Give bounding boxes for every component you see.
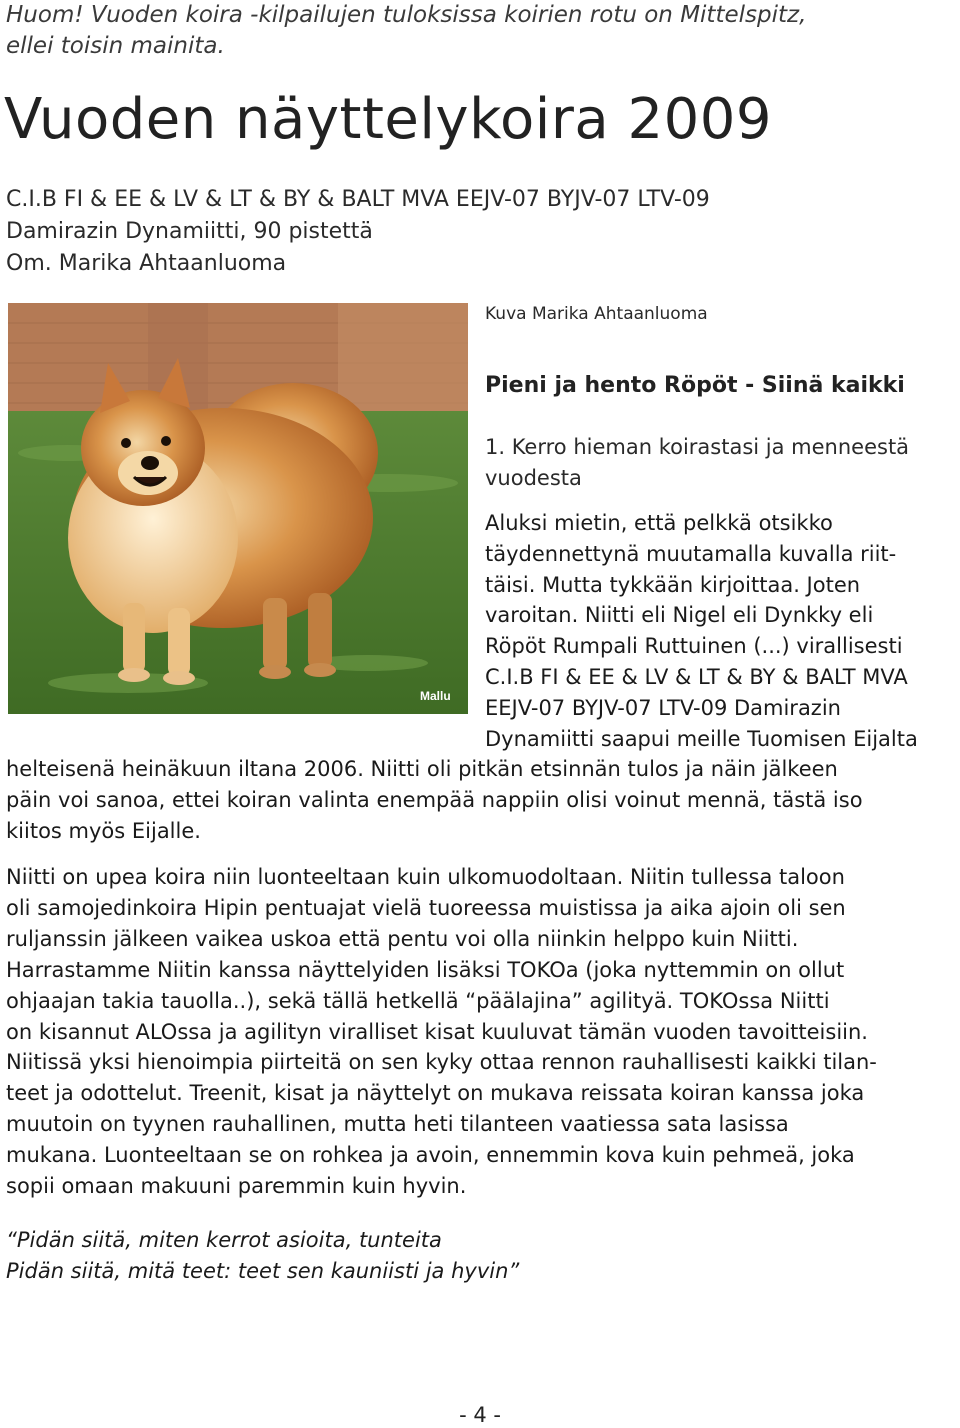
- text-line: Niitti on upea koira niin luonteeltaan kuin ulkomuodoltaan. Niitin tullessa taloon: [6, 865, 845, 889]
- text-line: helteisenä heinäkuun iltana 2006. Niitti oli pitkän etsinnän tulos ja näin jälkeen: [6, 757, 838, 781]
- photo-credit: Kuva Marika Ahtaanluoma: [485, 304, 708, 324]
- text-line: teet ja odottelut. Treenit, kisat ja näyttelyt on mukava reissata koiran kanssa joka: [6, 1081, 865, 1106]
- text-line: muutoin on tyynen rauhallinen, mutta heti tilanteen vaatiessa sata lasissa: [6, 1112, 789, 1137]
- paragraph-1-continued: [6, 754, 956, 846]
- dog-titles: C.I.B FI & EE & LV & LT & BY & BALT MVA EEJV-07 BYJV-07 LTV-09: [6, 187, 710, 212]
- article-heading: Pieni ja hento Röpöt - Siinä kaikki: [485, 373, 905, 398]
- text-line: C.I.B FI & EE & LV & LT & BY & BALT MVA: [485, 664, 908, 689]
- text-line: sopii omaan makuuni paremmin kuin hyvin.: [6, 1174, 467, 1199]
- text-line: täisi. Mutta tykkään kirjoittaa. Joten: [485, 572, 861, 597]
- quote: [6, 1225, 519, 1287]
- text-line: mukana. Luonteeltaan se on rohkea ja avoin, ennemmin kova kuin pehmeä, joka: [6, 1143, 855, 1168]
- dog-name-points: Damirazin Dynamiitti, 90 pistettä: [6, 219, 373, 244]
- text-line: Dynamiitti saapui meille Tuomisen Eijalta: [485, 726, 918, 751]
- text-line: Niitissä yksi hienoimpia piirteitä on sen kyky ottaa rennon rauhallisesti kaikki tilan-: [6, 1050, 877, 1075]
- text-line: ohjaajan takia tauolla..), sekä tällä hetkellä “päälajina” agilityä. TOKOssa Niitti: [6, 988, 830, 1013]
- dog-owner: Om. Marika Ahtaanluoma: [6, 251, 287, 276]
- question-line: vuodesta: [485, 466, 582, 490]
- text-line: EEJV-07 BYJV-07 LTV-09 Damirazin: [485, 695, 841, 720]
- text-line: ruljanssin jälkeen vaikea uskoa että pentu voi olla niinkin helppo kuin Niitti.: [6, 926, 799, 951]
- text-line: päin voi sanoa, ettei koiran valinta enempää nappiin olisi voinut mennä, tästä iso: [6, 787, 863, 812]
- dog-info: [6, 184, 710, 280]
- notice: [6, 0, 946, 62]
- text-line: täydennettynä muutamalla kuvalla riit-: [485, 541, 897, 566]
- question-line: 1. Kerro hieman koirastasi ja menneestä: [485, 435, 910, 459]
- text-line: on kisannut ALOssa ja agilityn viralliset kisat kuuluvat tämän vuoden tavoitteisiin.: [6, 1019, 868, 1044]
- paragraph-2: [6, 862, 956, 1202]
- text-line: Aluksi mietin, että pelkkä otsikko: [485, 511, 833, 535]
- text-line: oli samojedinkoira Hipin pentuajat vielä tuoreessa muistissa ja aika ajoin oli sen: [6, 895, 846, 920]
- text-line: varoitan. Niitti eli Nigel eli Dynkky eli: [485, 603, 874, 628]
- page-title: Vuoden näyttelykoira 2009: [4, 87, 772, 152]
- text-line: kiitos myös Eijalle.: [6, 818, 201, 843]
- text-line: Harrastamme Niitin kanssa näyttelyiden lisäksi TOKOa (joka nyttemmin on ollut: [6, 957, 845, 982]
- text-line: Röpöt Rumpali Ruttuinen (...) virallisesti: [485, 634, 903, 659]
- dog-photo: [8, 303, 468, 714]
- question: [485, 432, 955, 494]
- quote-line: Pidän siitä, mitä teet: teet sen kauniisti ja hyvin”: [6, 1259, 520, 1283]
- page-number: - 4 -: [459, 1403, 501, 1427]
- notice-line: ellei toisin mainita.: [6, 33, 225, 59]
- right-column-text: [485, 508, 960, 754]
- quote-line: “Pidän siitä, miten kerrot asioita, tunteita: [6, 1228, 442, 1252]
- notice-line: Huom! Vuoden koira -kilpailujen tuloksissa koirien rotu on Mittelspitz,: [6, 2, 807, 28]
- photo-watermark: Mallu: [420, 689, 451, 703]
